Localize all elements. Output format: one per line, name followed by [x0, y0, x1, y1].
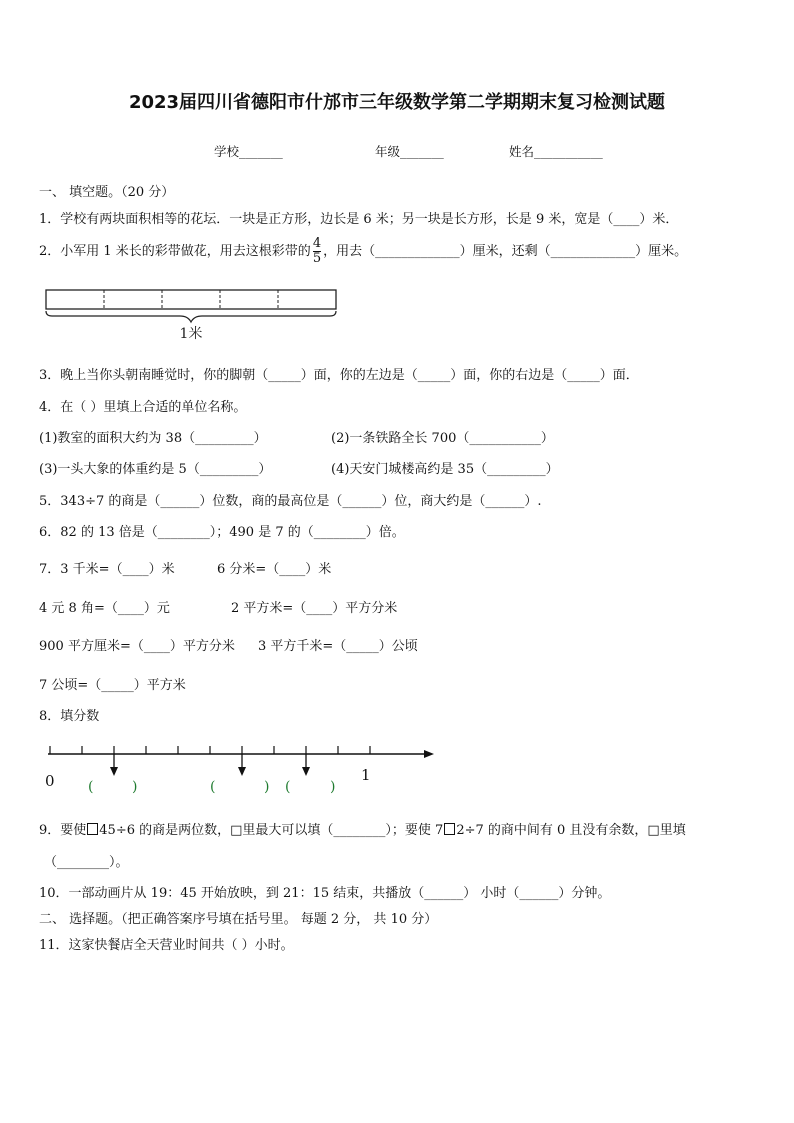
question-7-part-g: 7 公顷=（_____）平方米 [39, 678, 186, 693]
question-2 [39, 235, 687, 269]
question-6: 6．82 的 13 倍是（________）；490 是 7 的（________）倍。 [39, 525, 405, 540]
fraction-denominator: 5 [312, 251, 322, 266]
grade-field: 年级_______ [375, 144, 444, 159]
ribbon-rect [46, 290, 336, 309]
question-9-text-2: 45÷6 的商是两位数，□里最大可以填（________）；要使 7 [99, 823, 444, 838]
question-2-text-after: ，用去（_____________）厘米，还剩（_____________）厘米。 [323, 244, 688, 259]
pointer-arrowhead-2 [238, 767, 246, 776]
page-title: 2023届四川省德阳市什邡市三年级数学第二学期期末复习检测试题 [128, 92, 666, 113]
question-7-part-b: 6 分米=（____）米 [217, 562, 332, 577]
school-field: 学校_______ [214, 144, 283, 159]
answer-paren-close-2: ) [264, 779, 270, 795]
ribbon-label: 1米 [179, 326, 203, 342]
question-10: 10．一部动画片从 19：45 开始放映，到 21：15 结束，共播放（______） 小时（______）分钟。 [39, 886, 611, 901]
answer-paren-open-2: ( [210, 779, 216, 795]
pointer-arrowhead-1 [110, 767, 118, 776]
number-line-label-zero: 0 [45, 772, 55, 790]
question-9-text-3: 2÷7 的商中间有 0 且没有余数，□里填 [456, 823, 686, 838]
question-7-part-a: 7．3 千米=（____）米 [39, 562, 175, 577]
blank-box-icon [444, 823, 455, 835]
number-line-ticks [50, 746, 370, 754]
question-2-text-before: 2．小军用 1 米长的彩带做花，用去这根彩带的 [39, 244, 311, 259]
question-11: 11．这家快餐店全天营业时间共（ ）小时。 [39, 938, 294, 953]
answer-paren-close-1: ) [132, 779, 138, 795]
ribbon-diagram [40, 284, 345, 346]
question-7-part-f: 3 平方千米=（_____）公顷 [258, 639, 418, 654]
question-4-part-3: (3)一头大象的体重约是 5（_________） [39, 462, 272, 477]
question-3: 3．晚上当你头朝南睡觉时，你的脚朝（_____）面，你的左边是（_____）面，你的右边是（_____）面． [39, 368, 639, 383]
question-7-part-d: 2 平方米=（____）平方分米 [231, 601, 398, 616]
section-heading-fill-blank: 一、 填空题。（20 分） [39, 185, 175, 200]
number-line-label-one: 1 [361, 766, 371, 784]
question-9-text-1: 9．要使 [39, 823, 87, 838]
fraction-numerator: 4 [312, 236, 322, 251]
question-4: 4．在（ ）里填上合适的单位名称。 [39, 400, 247, 415]
question-9 [39, 819, 686, 838]
question-7-part-c: 4 元 8 角=（____）元 [39, 601, 170, 616]
blank-box-icon [87, 823, 98, 835]
fraction-four-fifths [313, 237, 321, 266]
question-9-line-2: （________）。 [44, 855, 129, 870]
question-4-part-4: (4)天安门城楼高约是 35（_________） [331, 462, 559, 477]
name-field: 姓名___________ [509, 144, 603, 159]
section-heading-multiple-choice: 二、 选择题。（把正确答案序号填在括号里。 每题 2 分， 共 10 分） [39, 912, 438, 927]
number-line [38, 736, 438, 798]
answer-paren-open-3: ( [285, 779, 291, 795]
question-7-part-e: 900 平方厘米=（____）平方分米 [39, 639, 235, 654]
question-5: 5．343÷7 的商是（______）位数，商的最高位是（______）位，商大约是（______）. [39, 494, 542, 509]
question-8: 8．填分数 [39, 709, 100, 724]
pointer-arrowhead-3 [302, 767, 310, 776]
question-1: 1．学校有两块面积相等的花坛．一块是正方形，边长是 6 米；另一块是长方形，长是 9 米，宽是（____）米． [39, 212, 679, 227]
question-4-part-2: (2)一条铁路全长 700（___________） [331, 431, 554, 446]
ribbon-brace [46, 311, 336, 322]
number-line-arrowhead [424, 750, 434, 758]
answer-paren-open-1: ( [88, 779, 94, 795]
answer-paren-close-3: ) [330, 779, 336, 795]
question-4-part-1: (1)教室的面积大约为 38（_________） [39, 431, 267, 446]
